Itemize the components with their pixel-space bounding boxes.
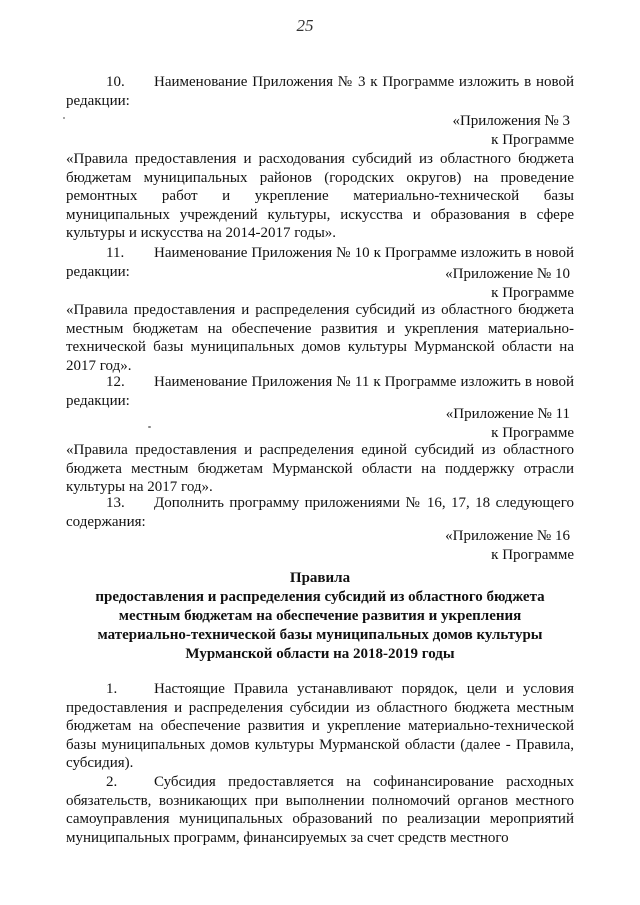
item-13-appendix (66, 527, 574, 564)
rules-point-1 (66, 680, 574, 773)
rules-point-1-text (66, 680, 574, 773)
rules-point-1-body: Настоящие Правила устанавливают порядок, цели и условия предоставления и распределения субсидии из областного бюджета местным бюджетам на обеспечение развития и укрепление материально-технической базы муниципальных домов культуры Мурманской области (далее - Правила, субсидия). (66, 681, 574, 772)
item-13 (66, 494, 574, 531)
rules-point-2-body: Субсидия предоставляется на софинансирование расходных обязательств, возникающих при выполнении полномочий органов местного самоуправления муниципальных образований по реализации мероприятий муниципальных программ, финансируемых за счет средств местного (66, 774, 574, 846)
item-11-quote: «Правила предоставления и распределения субсидий из областного бюджета местным бюджетам на обеспечение развития и укрепления материально-технической базы муниципальных домов культуры Мурманской области на 2017 год». (66, 302, 574, 374)
item-10-body: Наименование Приложения № 3 к Программе изложить в новой редакции: (66, 74, 574, 109)
item-10-appendix-ref: к Программе (491, 131, 574, 148)
item-11-quote-block (66, 301, 574, 375)
item-12-quote: «Правила предоставления и распределения единой субсидий из областного бюджета местным бюджетам Мурманской области на поддержку отрасли культуры на 2017 год». (66, 442, 574, 496)
item-13-appendix-label: «Приложение № 16 (445, 528, 570, 544)
page-number: 25 (296, 16, 314, 35)
item-11-number: 11. (106, 245, 125, 261)
item-11-body: Наименование Приложения № 10 к Программе изложить в новой редакции: (66, 245, 574, 280)
scan-speck (148, 426, 151, 428)
item-13-text (66, 494, 574, 531)
rules-heading: Правила (289, 570, 351, 586)
item-13-number: 13. (106, 495, 125, 511)
item-13-appendix-ref: к Программе (491, 546, 574, 563)
item-13-body: Дополнить программу приложениями № 16, 17, 18 следующего содержания: (66, 495, 574, 530)
rules-title-block (92, 569, 548, 664)
item-10-appendix (66, 112, 574, 149)
item-10-appendix-label: «Приложения № 3 (452, 113, 570, 129)
scan-speck (63, 117, 65, 119)
rules-point-2 (66, 773, 574, 847)
item-12-appendix-ref: к Программе (491, 424, 574, 441)
rules-subheading: предоставления и распределения субсидий из областного бюджета местным бюджетам на обеспечение развития и укрепления материально-технической базы муниципальных домов культуры Мурманской области на 2018-2019 годы (95, 589, 545, 662)
item-11-appendix-label: «Приложение № 10 (445, 266, 570, 282)
item-10-quote-block (66, 150, 574, 243)
rules-point-1-number: 1. (106, 681, 118, 697)
item-12-appendix (66, 405, 574, 442)
item-10-quote: «Правила предоставления и расходования субсидий из областного бюджета бюджетам муниципальных районов (городских округов) на проведение ремонтных работ и укрепление материально-технической базы муниципальных учреждений культуры, искусства и образования в сфере культуры и искусства на 2014-2017 годы». (66, 151, 574, 242)
item-11-appendix-ref: к Программе (491, 284, 574, 301)
item-12-appendix-label: «Приложение № 11 (445, 406, 570, 422)
item-12-body: Наименование Приложения № 11 к Программе изложить в новой редакции: (66, 374, 574, 409)
item-12-number: 12. (106, 374, 125, 390)
item-10-text (66, 73, 574, 110)
item-11-appendix (66, 265, 574, 302)
rules-point-2-number: 2. (106, 774, 118, 790)
item-12-quote-block (66, 441, 574, 497)
item-10-number: 10. (106, 74, 125, 90)
item-10 (66, 73, 574, 110)
rules-point-2-text (66, 773, 574, 847)
